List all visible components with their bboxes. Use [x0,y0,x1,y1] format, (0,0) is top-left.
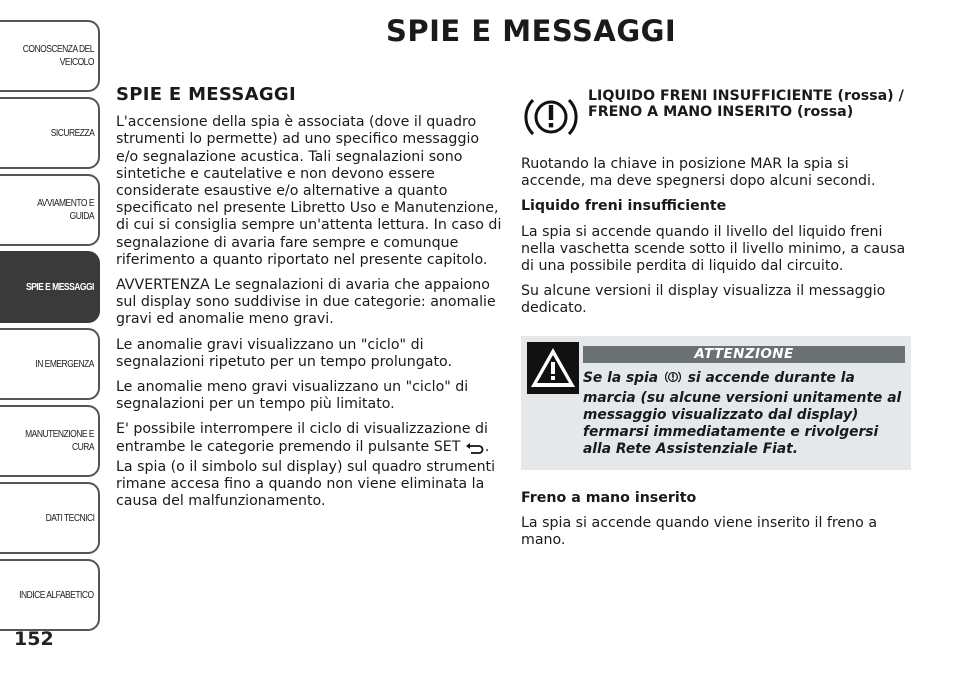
brake-fluid-paragraph: La spia si accende quando il livello del liquido freni nella vaschetta scende sotto il livello minimo, a causa di una possibile perdita di liquido dal circuito. [521,223,906,275]
key-mar-paragraph: Ruotando la chiave in posizione MAR la spia si accende, ma deve spegnersi dopo alcuni secondi. [521,156,876,190]
tab-label: SPIE E MESSAGGI [26,281,94,293]
tab-label: SICUREZZA [50,127,94,139]
right-column [521,88,911,557]
tab-dati-tecnici[interactable] [0,482,100,554]
tab-label: MANUTENZIONE E CURA [25,429,94,453]
tab-manutenzione-e-cura[interactable] [0,405,100,477]
warning-light-header [521,88,911,146]
tab-label: AVVIAMENTO E GUIDA [37,198,94,222]
brake-warning-icon [521,88,581,146]
page-title: SPIE E MESSAGGI [386,14,677,48]
tab-label: INDICE ALFABETICO [19,589,94,601]
tab-indice-alfabetico[interactable] [0,559,100,631]
set-button-paragraph [116,421,502,510]
subheading-handbrake: Freno a mano inserito [521,489,697,506]
attention-label: ATTENZIONE [583,346,905,363]
page-number: 152 [14,628,54,650]
tab-label: IN EMERGENZA [35,358,94,370]
attention-text-after: si accende durante la marcia (su alcune versioni unitamente al messaggio visualizzato dal display) fermarsi immediatamente e rivolgersi alla Rete Assistenziale Fiat. [583,369,902,457]
tab-avviamento-e-guida[interactable] [0,174,100,246]
return-arrow-icon [465,442,485,459]
warning-triangle-icon [527,342,579,399]
left-column [116,86,502,518]
tab-label: DATI TECNICI [45,512,94,524]
tab-conoscenza-del-veicolo[interactable] [0,20,100,92]
section-heading: SPIE E MESSAGGI [116,84,296,105]
set-text-after: . La spia (o il simbolo sul display) sul quadro strumenti rimane accesa fino a quando non viene eliminata la causa del malfunzionamento. [116,438,496,510]
attention-text-before: Se la spia [583,369,659,386]
tab-in-emergenza[interactable] [0,328,100,400]
handbrake-paragraph: La spia si accende quando viene inserito il freno a mano. [521,514,878,549]
tab-spie-e-messaggi[interactable] [0,251,100,323]
chapter-sidebar [0,20,100,620]
tab-sicurezza[interactable] [0,97,100,169]
display-message-paragraph: Su alcune versioni il display visualizza il messaggio dedicato. [521,283,886,317]
attention-box [521,336,911,470]
warning-light-title: LIQUIDO FRENI INSUFFICIENTE (rossa) / FRENO A MANO INSERITO (rossa) [588,88,904,120]
attention-text [525,369,905,458]
brake-warning-icon [663,369,683,390]
tab-label: CONOSCENZA DEL VEICOLO [22,44,94,68]
minor-anomalies-paragraph: Le anomalie meno gravi visualizzano un "ciclo" di segnalazioni per un tempo più limitato. [116,379,469,413]
warning-paragraph: AVVERTENZA Le segnalazioni di avaria che appaiono sul display sono suddivise in due categorie: anomalie gravi ed anomalie meno gravi. [116,277,496,328]
subheading-brake-fluid: Liquido freni insufficiente [521,198,727,215]
severe-anomalies-paragraph: Le anomalie gravi visualizzano un "ciclo" di segnalazioni ripetuto per un tempo prolungato. [116,336,452,370]
intro-paragraph: L'accensione della spia è associata (dove il quadro strumenti lo permette) ad uno specifico messaggio e/o segnalazione acustica. Tali segnalazioni sono sintetiche e cautelative e non devono essere considerate esaustive e/o alternative a quanto specificato nel presente Libretto Uso e Manutenzione, di cui si consiglia sempre un'attenta lettura. In caso di segnalazione di avaria fare sempre e comunque riferimento a quanto riportato nel presente capitolo. [116,114,502,268]
set-text-before: E' possibile interrompere il ciclo di visualizzazione di entrambe le categorie premendo il pulsante SET [116,421,488,455]
